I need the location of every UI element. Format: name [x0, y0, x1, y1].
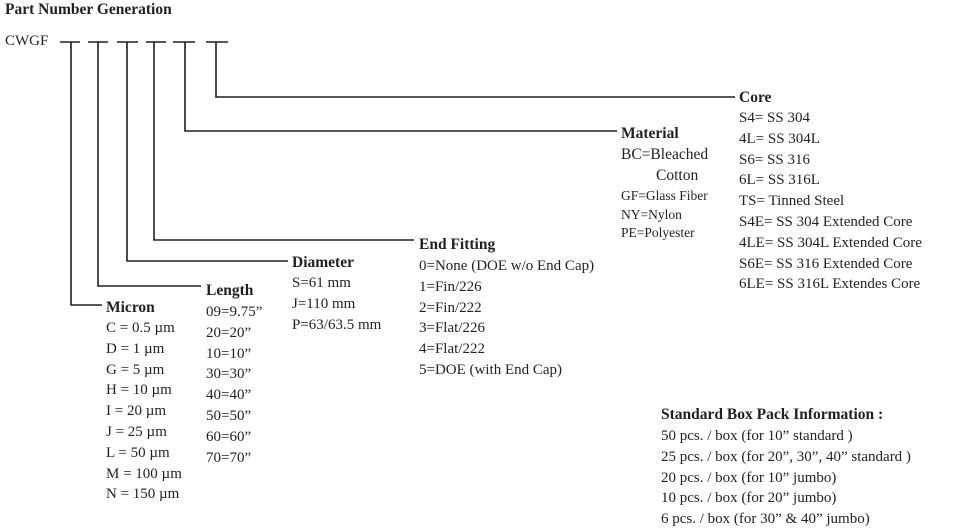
material-item: BC=Bleached	[621, 146, 709, 163]
length-list	[206, 302, 262, 468]
material-item: NY=Nylon	[621, 206, 682, 222]
material-item: PE=Polyester	[621, 225, 695, 240]
box-pack-item: 10 pcs. / box (for 20” jumbo)	[661, 490, 837, 507]
diameter-connector	[127, 42, 288, 261]
box-pack-heading: Standard Box Pack Information :	[661, 406, 884, 423]
box-pack-list	[661, 426, 911, 530]
core-item: S4= SS 304	[739, 110, 810, 126]
micron-item: J = 25 µm	[106, 423, 167, 440]
micron-item: H = 10 µm	[106, 382, 172, 399]
micron-item: G = 5 µm	[106, 361, 165, 378]
core-item: S4E= SS 304 Extended Core	[739, 213, 913, 230]
micron-heading: Micron	[106, 299, 155, 316]
end-fitting-connector	[154, 42, 414, 240]
core-item: 6LE= SS 316L Extendes Core	[739, 276, 921, 293]
core-connector	[216, 42, 735, 97]
core-item: 4L= SS 304L	[739, 130, 820, 147]
length-item: 20=20”	[206, 324, 252, 341]
micron-list	[106, 318, 182, 505]
core-item: S6= SS 316	[739, 151, 810, 168]
material-connector	[185, 42, 617, 131]
box-pack-item: 6 pcs. / box (for 30” & 40” jumbo)	[661, 511, 870, 528]
length-item: 50=50”	[206, 407, 252, 424]
length-item: 10=10”	[206, 345, 252, 362]
core-item: 6L= SS 316L	[739, 172, 820, 189]
core-heading: Core	[739, 89, 772, 106]
length-item: 30=30”	[206, 366, 252, 383]
end-fitting-item: 0=None (DOE w/o End Cap)	[419, 258, 595, 274]
end-fitting-list	[419, 256, 594, 381]
material-item: Cotton	[656, 167, 699, 184]
micron-item: C = 0.5 µm	[106, 320, 175, 336]
end-fitting-heading: End Fitting	[419, 236, 496, 253]
end-fitting-item: 5=DOE (with End Cap)	[419, 361, 563, 378]
end-fitting-item: 2=Fin/222	[419, 299, 482, 316]
length-item: 60=60”	[206, 428, 252, 445]
length-heading: Length	[206, 282, 254, 299]
diameter-item: J=110 mm	[292, 295, 356, 312]
core-item: S6E= SS 316 Extended Core	[739, 255, 913, 272]
length-item: 40=40”	[206, 387, 252, 404]
box-pack-item: 50 pcs. / box (for 10” standard )	[661, 428, 853, 444]
micron-item: I = 20 µm	[106, 403, 167, 420]
length-item: 70=70”	[206, 449, 252, 466]
page-title: Part Number Generation	[5, 1, 172, 18]
material-item: GF=Glass Fiber	[621, 188, 708, 203]
box-pack-item: 20 pcs. / box (for 10” jumbo)	[661, 469, 837, 486]
micron-item: M = 100 µm	[106, 465, 182, 482]
micron-item: N = 150 µm	[106, 486, 180, 503]
diameter-item: P=63/63.5 mm	[292, 316, 382, 333]
micron-item: D = 1 µm	[106, 340, 165, 357]
micron-item: L = 50 µm	[106, 444, 170, 461]
material-small-list	[621, 187, 708, 243]
material-heading: Material	[621, 125, 679, 142]
core-item: TS= Tinned Steel	[739, 193, 845, 210]
core-item: 4LE= SS 304L Extended Core	[739, 234, 922, 251]
part-prefix: CWGF	[5, 33, 49, 49]
diameter-item: S=61 mm	[292, 275, 351, 291]
diameter-heading: Diameter	[292, 254, 354, 271]
end-fitting-item: 1=Fin/226	[419, 278, 482, 295]
diameter-list	[292, 273, 381, 335]
core-list	[739, 108, 922, 295]
end-fitting-item: 3=Flat/226	[419, 320, 485, 337]
box-pack-item: 25 pcs. / box (for 20”, 30”, 40” standard )	[661, 448, 911, 465]
end-fitting-item: 4=Flat/222	[419, 341, 485, 358]
length-item: 09=9.75”	[206, 304, 263, 320]
